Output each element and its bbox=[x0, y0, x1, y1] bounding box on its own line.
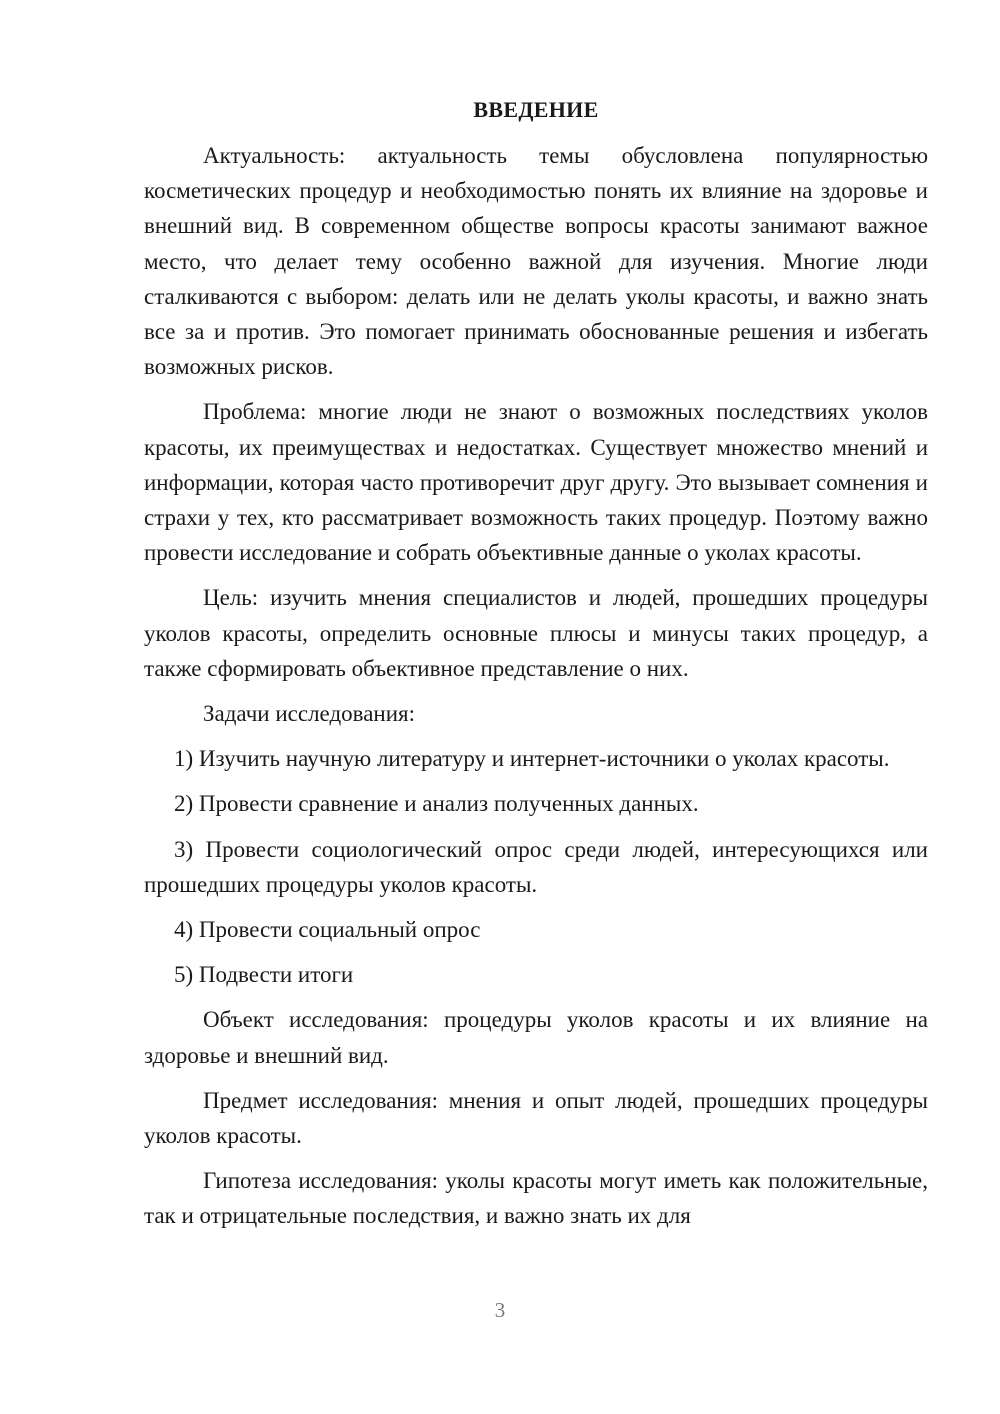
paragraph-tasks-title: Задачи исследования: bbox=[203, 701, 416, 727]
document-page bbox=[144, 96, 928, 1244]
section-heading: ВВЕДЕНИЕ bbox=[473, 97, 599, 122]
paragraph-problem: Проблема: многие люди не знают о возможных последствиях уколов красоты, их преимуществах и недостатках. Существует множество мнений и информации, которая часто противоречит друг другу. Это вызывает сомнения и страхи у тех, кто рассматривает возможность таких процедур. Поэтому важно провести исследование и собрать объективные данные о уколах красоты. bbox=[144, 399, 928, 566]
paragraph-goal: Цель: изучить мнения специалистов и людей, прошедших процедуры уколов красоты, определить основные плюсы и минусы таких процедур, а также сформировать объективное представление о них. bbox=[144, 585, 928, 681]
paragraph-relevance: Актуальность: актуальность темы обусловлена популярностью косметических процедур и необходимостью понять их влияние на здоровье и внешний вид. В современном обществе вопросы красоты занимают важное место, что делает тему особенно важной для изучения. Многие люди сталкиваются с выбором: делать или не делать уколы красоты, и важно знать все за и против. Это помогает принимать обоснованные решения и избегать возможных рисков. bbox=[144, 143, 928, 380]
task-item-3: 3) Провести социологический опрос среди людей, интересующихся или прошедших процедуры уколов красоты. bbox=[144, 836, 928, 897]
paragraph-subject: Предмет исследования: мнения и опыт людей, прошедших процедуры уколов красоты. bbox=[144, 1087, 928, 1149]
task-item-5: 5) Подвести итоги bbox=[174, 962, 354, 988]
paragraph-hypothesis: Гипотеза исследования: уколы красоты могут иметь как положительные, так и отрицательные последствия, и важно знать их для bbox=[144, 1168, 928, 1229]
task-item-2: 2) Провести сравнение и анализ полученных данных. bbox=[174, 791, 699, 817]
paragraph-object: Объект исследования: процедуры уколов красоты и их влияние на здоровье и внешний вид. bbox=[144, 1007, 928, 1068]
page-number: 3 bbox=[494, 1298, 506, 1322]
task-item-4: 4) Провести социальный опрос bbox=[174, 917, 481, 943]
task-item-1: 1) Изучить научную литературу и интернет-источники о уколах красоты. bbox=[174, 746, 890, 772]
